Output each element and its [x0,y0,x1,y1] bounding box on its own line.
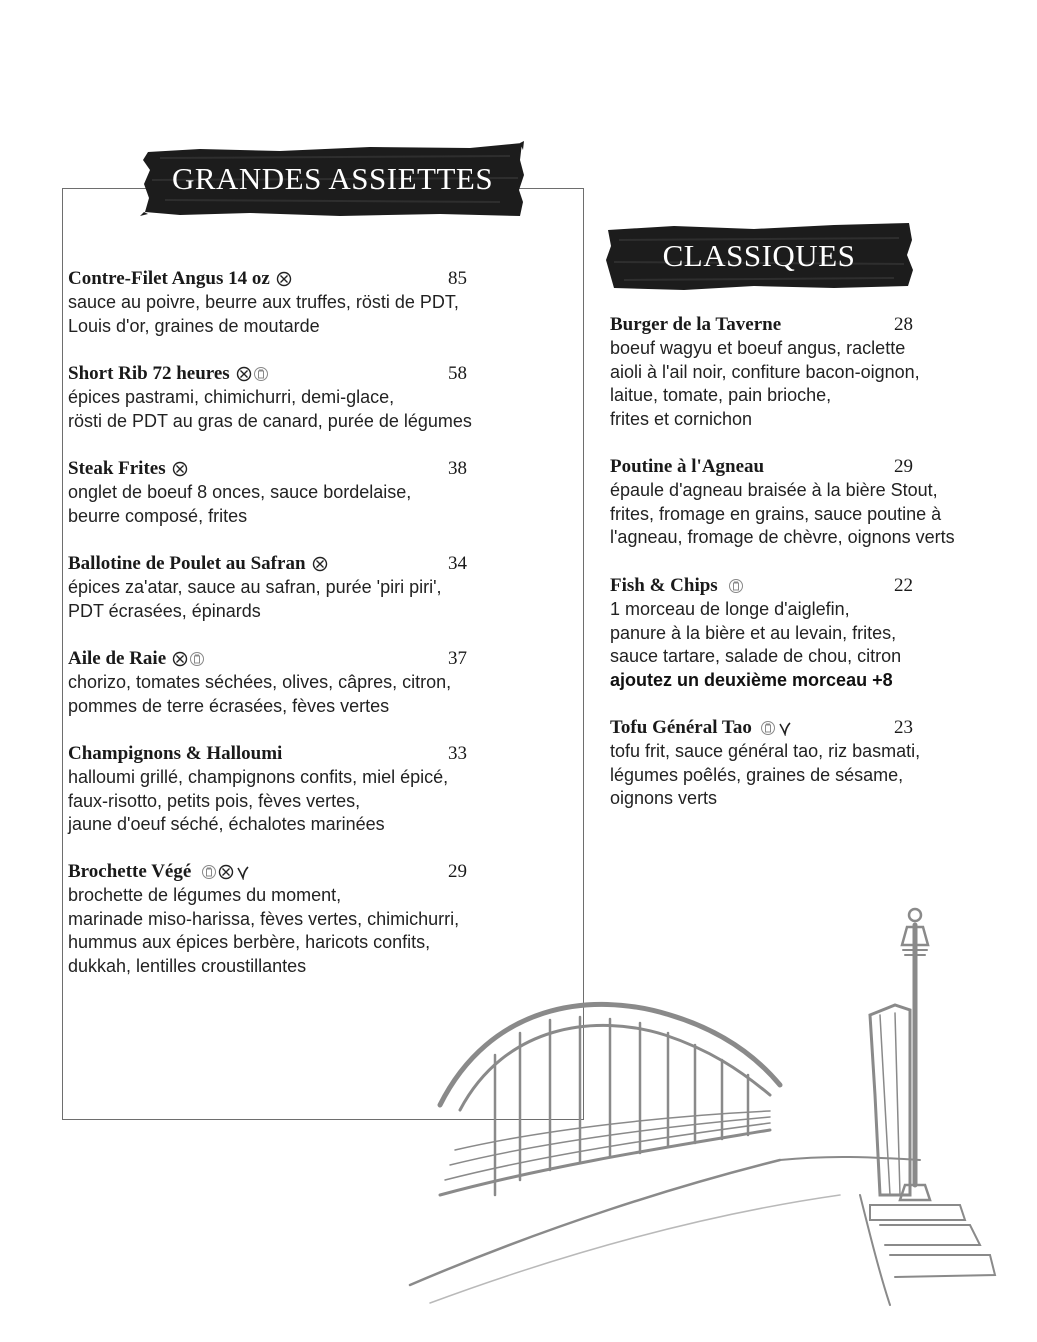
description-line: pommes de terre écrasées, fèves vertes [68,695,390,716]
item-name: Champignons & Halloumi [68,743,283,765]
description-line: halloumi grillé, champignons confits, miel épicé, [68,767,449,787]
item-description [68,766,548,837]
description-line: épices pastrami, chimichurri, demi-glace, [68,387,395,407]
item-name: Steak Frites [68,458,166,480]
item-price: 29 [448,861,467,882]
item-description [610,598,1010,692]
description-line: dukkah, lentilles croustillantes [68,955,307,976]
gluten-free-icon [172,651,188,667]
item-price: 34 [448,553,467,574]
classiques-banner [604,220,914,292]
section-title-grandes-assiettes: GRANDES ASSIETTES [171,161,494,196]
description-line: chorizo, tomates séchées, olives, câpres, citron, [68,672,452,692]
description-line: beurre composé, frites [68,505,248,526]
description-line: tofu frit, sauce général tao, riz basmati, [610,741,921,761]
item-name: Fish & Chips [610,575,718,597]
item-name: Ballotine de Poulet au Safran [68,553,306,575]
item-description [68,291,548,338]
description-line: panure à la bière et au levain, frites, [610,622,897,643]
lactose-free-icon [728,578,744,594]
gluten-free-icon [312,556,328,572]
description-line: marinade miso-harissa, fèves vertes, chimichurri, [68,908,460,929]
bridge-illustration [400,895,1000,1315]
item-description [68,671,548,718]
vegan-icon [235,864,251,880]
section-title-classiques: CLASSIQUES [662,238,856,273]
description-line: frites, fromage en grains, sauce poutine à [610,503,942,524]
description-line: laitue, tomate, pain brioche, [610,385,832,406]
menu-item [610,574,1010,692]
description-line: faux-risotto, petits pois, fèves vertes, [68,790,361,811]
item-description [68,481,548,528]
description-line: l'agneau, fromage de chèvre, oignons verts [610,527,955,548]
menu-item [610,313,1010,431]
description-line: hummus aux épices berbère, haricots confits, [68,932,431,953]
description-line: sauce au poivre, beurre aux truffes, rösti de PDT, [68,292,459,312]
menu-item [68,647,548,718]
item-name: Brochette Végé [68,861,192,883]
description-line: rösti de PDT au gras de canard, purée de légumes [68,410,472,431]
menu-item [68,267,548,338]
description-line: sauce tartare, salade de chou, citron [610,646,902,667]
description-line: PDT écrasées, épinards [68,600,261,621]
description-line: jaune d'oeuf séché, échalotes marinées [68,814,385,835]
item-description [610,740,1010,811]
description-line: épaule d'agneau braisée à la bière Stout, [610,480,938,500]
lactose-free-icon [201,864,217,880]
description-line: boeuf wagyu et boeuf angus, raclette [610,338,906,358]
lactose-free-icon [760,720,776,736]
menu-item [610,716,1010,811]
gluten-free-icon [172,461,188,477]
gluten-free-icon [236,366,252,382]
item-name: Aile de Raie [68,648,167,670]
menu-item [610,455,1010,550]
vegan-icon [777,720,793,736]
item-price: 33 [448,743,467,764]
description-line: frites et cornichon [610,408,753,429]
lactose-free-icon [253,366,269,382]
item-description [68,576,548,623]
grandes-assiettes-banner [140,140,525,218]
menu-item [68,742,548,837]
item-name: Tofu Général Tao [610,717,752,739]
item-description [610,337,1010,431]
description-line: épices za'atar, sauce au safran, purée 'piri piri', [68,577,442,597]
description-line: 1 morceau de longe d'aiglefin, [610,599,850,619]
item-name: Burger de la Taverne [610,314,782,336]
item-description [68,386,548,433]
description-line: Louis d'or, graines de moutarde [68,315,320,336]
menu-item [68,552,548,623]
item-price: 38 [448,458,467,479]
item-price: 23 [894,717,913,738]
item-price: 22 [894,575,913,596]
menu-item [68,362,548,433]
gluten-free-icon [218,864,234,880]
item-price: 37 [448,648,467,669]
item-price: 85 [448,268,467,289]
item-price: 58 [448,363,467,384]
description-line: légumes poêlés, graines de sésame, [610,764,904,785]
menu-item [68,457,548,528]
item-name: Poutine à l'Agneau [610,456,765,478]
add-on-note: ajoutez un deuxième morceau +8 [610,669,893,690]
item-description [610,479,1010,550]
description-line: aioli à l'ail noir, confiture bacon-oignon, [610,361,920,382]
item-price: 29 [894,456,913,477]
description-line: onglet de boeuf 8 onces, sauce bordelaise, [68,482,412,502]
lactose-free-icon [189,651,205,667]
description-line: brochette de légumes du moment, [68,885,342,905]
item-name: Short Rib 72 heures [68,363,230,385]
gluten-free-icon [276,271,292,287]
description-line: oignons verts [610,788,718,809]
item-name: Contre-Filet Angus 14 oz [68,268,270,290]
item-price: 28 [894,314,913,335]
